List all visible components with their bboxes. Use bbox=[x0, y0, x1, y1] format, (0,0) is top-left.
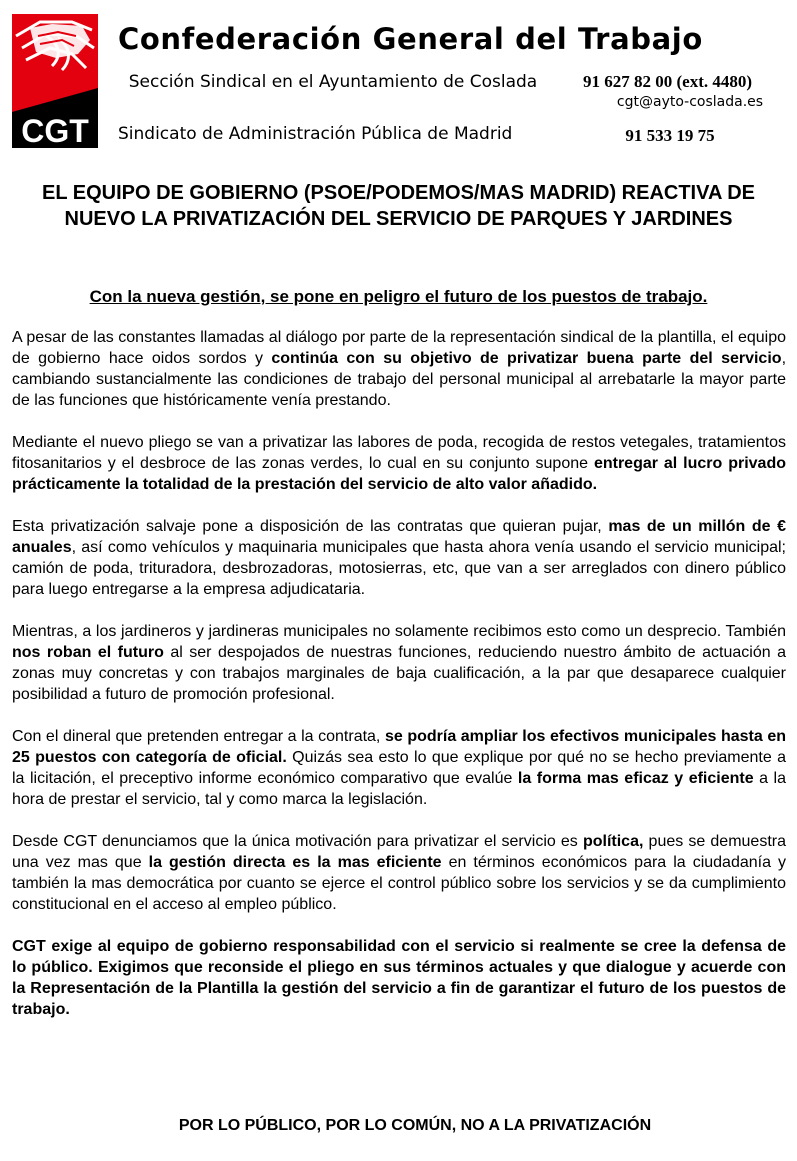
phone-number-primary: 91 627 82 00 (ext. 4480) bbox=[583, 72, 753, 91]
paragraph-5: Con el dineral que pretenden entregar a la contrata, se podría ampliar los efectivos municipales hasta en 25 puestos con categoría de oficial. Quizás sea esto lo que explique por qué no se hecho previamente a la licitación, el preceptivo informe económico comparativo que evalúe la forma mas eficaz y eficiente a la hora de prestar el servicio, tal y como marca la legislación. bbox=[12, 728, 787, 808]
paragraph-1: A pesar de las constantes llamadas al diálogo por parte de la representación sindical de la plantilla, el equipo de gobierno hace oidos sordos y continúa con su objetivo de privatizar buena parte del servicio, cambiando sustancialmente las condiciones de trabajo del personal municipal al arrebatarle la mayor parte de las funciones que históricamente venía prestando. bbox=[12, 329, 787, 409]
email-address: cgt@ayto-coslada.es bbox=[616, 94, 764, 110]
cgt-logo-graphic bbox=[12, 14, 98, 148]
closing-slogan: POR LO PÚBLICO, POR LO COMÚN, NO A LA PRIVATIZACIÓN bbox=[178, 1117, 652, 1134]
paragraph-3: Esta privatización salvaje pone a disposición de las contratas que quieran pujar, mas de un millón de € anuales, así como vehículos y maquinaria municipales que hasta ahora venía usando el servicio municipal; camión de poda, trituradora, desbrozadoras, motosierras, etc, que van a ser arreglados con dinero público para luego entregarse a la empresa adjudicataria. bbox=[12, 518, 786, 598]
subheadline: Con la nueva gestión, se pone en peligro el futuro de los puestos de trabajo. bbox=[89, 287, 708, 306]
paragraph-7-demands: CGT exige al equipo de gobierno responsabilidad con el servicio si realmente se cree la defensa de lo público. Exigimos que reconside el pliego en sus términos actuales y que dialogue y acuerde con la Representación de la Plantilla la gestión del servicio a fin de garantizar el futuro de los puestos de trabajo. bbox=[12, 938, 786, 1018]
headline: EL EQUIPO DE GOBIERNO (PSOE/PODEMOS/MAS MADRID) REACTIVA DE NUEVO LA PRIVATIZACIÓN DEL SERVICIO DE PARQUES Y JARDINES bbox=[41, 182, 756, 230]
article-body bbox=[12, 327, 786, 1041]
organization-title: Confederación General del Trabajo bbox=[118, 22, 703, 56]
cgt-logo-text: CGT bbox=[21, 113, 89, 148]
cgt-logo bbox=[12, 14, 98, 148]
paragraph-2: Mediante el nuevo pliego se van a privatizar las labores de poda, recogida de restos vetegales, tratamientos fitosanitarios y el desbroce de las zonas verdes, lo cual en su conjunto supone entregar al lucro privado prácticamente la totalidad de la prestación del servicio de alto valor añadido. bbox=[12, 434, 787, 493]
union-section-name: Sección Sindical en el Ayuntamiento de Coslada bbox=[128, 72, 538, 92]
union-name: Sindicato de Administración Pública de Madrid bbox=[118, 124, 513, 144]
paragraph-6: Desde CGT denunciamos que la única motivación para privatizar el servicio es política, pues se demuestra una vez mas que la gestión directa es la mas eficiente en términos económicos para la ciudadanía y también la mas democrática por cuanto se ejerce el control público sobre los servicios y se da cumplimiento constitucional en el acceso al empleo público. bbox=[12, 833, 787, 913]
paragraph-4: Mientras, a los jardineros y jardineras municipales no solamente recibimos esto como un desprecio. También nos roban el futuro al ser despojados de nuestras funciones, reduciendo nuestro ámbito de actuación a zonas muy concretas y con trabajos marginales de baja cualificación, a la par que desaparece cualquier posibilidad a futuro de promoción profesional. bbox=[12, 623, 786, 703]
phone-number-secondary: 91 533 19 75 bbox=[625, 126, 715, 145]
